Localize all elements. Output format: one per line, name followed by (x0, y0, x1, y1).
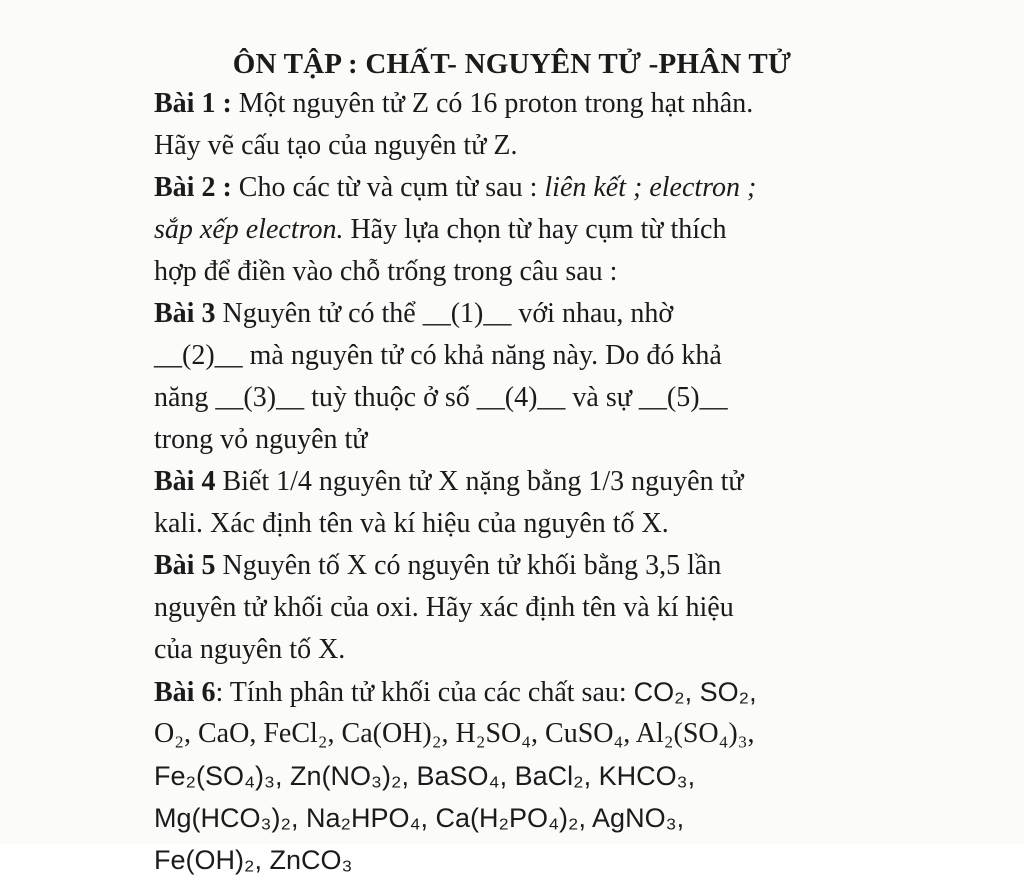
formula: CaO (197, 718, 250, 749)
formula: Mg(HCO₃)₂ (154, 803, 291, 833)
formula: Zn(NO₃)₂ (290, 761, 402, 791)
exercise-6-line-4: Mg(HCO₃)₂, Na₂HPO₄, Ca(H₂PO₄)₂, AgNO₃, (154, 803, 685, 833)
exercise-6-line-1: Bài 6: Tính phân tử khối của các chất sau: CO₂, SO₂, (154, 677, 757, 708)
formula: KHCO₃ (598, 761, 688, 791)
exercise-6-intro: : Tính phân tử khối của các chất sau: (215, 677, 634, 708)
exercise-5-line-1 (154, 545, 894, 587)
exercise-3-line-3: năng __(3)__ tuỳ thuộc ở số __(4)__ và sự __(5)__ (154, 382, 728, 413)
exercise-4-text-1: Biết 1/4 nguyên tử X nặng bằng 1/3 nguyên tử (215, 466, 744, 497)
exercise-6-line-2: O₂, CaO, FeCl₂, Ca(OH)₂, H₂SO₄, CuSO₄, Al₂(SO₄)₃, (154, 718, 755, 749)
exercise-5-line-2: nguyên tử khối của oxi. Hãy xác định tên và kí hiệu (154, 592, 734, 623)
formula: Ca(H₂PO₄)₂ (435, 803, 579, 833)
worksheet-content (154, 83, 894, 881)
formula: O₂ (154, 718, 184, 749)
formula: Al₂(SO₄)₃ (635, 718, 748, 749)
exercise-4-line-1 (154, 461, 894, 503)
exercise-3-line-1 (154, 293, 894, 335)
formula: BaCl₂ (514, 761, 584, 791)
exercise-4-label: Bài 4 (154, 466, 216, 497)
exercise-6-line-3: Fe₂(SO₄)₃, Zn(NO₃)₂, BaSO₄, BaCl₂, KHCO₃, (154, 761, 696, 791)
exercise-2-text-1: Cho các từ và cụm từ sau : (231, 172, 545, 203)
exercise-6-label: Bài 6 (154, 677, 216, 708)
formula: Ca(OH)₂ (341, 718, 442, 749)
formula: BaSO₄ (416, 761, 500, 791)
formula: CO₂ (633, 677, 685, 707)
exercise-5-label: Bài 5 (154, 550, 216, 581)
exercise-3-line-4: trong vỏ nguyên tử (154, 424, 368, 455)
exercise-1-line-2: Hãy vẽ cấu tạo của nguyên tử Z. (154, 130, 518, 161)
exercise-2-label: Bài 2 : (154, 172, 232, 203)
exercise-3-line-2: __(2)__ mà nguyên tử có khả năng này. Do đó khả (154, 340, 722, 371)
formula: SO₂ (699, 677, 750, 707)
formula: Fe₂(SO₄)₃ (154, 761, 275, 791)
formula: FeCl₂ (263, 718, 328, 749)
formula: AgNO₃ (592, 803, 677, 833)
exercise-1-label: Bài 1 : (154, 88, 232, 119)
exercise-3-label: Bài 3 (154, 298, 216, 329)
exercise-6-line-5: Fe(OH)₂, ZnCO₃ (154, 845, 353, 875)
exercise-2-line-2 (154, 209, 894, 251)
exercise-1-line-1 (154, 83, 894, 125)
formula: CuSO₄ (545, 718, 624, 749)
exercise-2-word-list-1: liên kết ; electron ; (544, 172, 757, 203)
exercise-2-word-list-2: sắp xếp electron. (154, 214, 344, 245)
exercise-2-line-3: hợp để điền vào chỗ trống trong câu sau : (154, 256, 618, 287)
formula: Na₂HPO₄ (305, 803, 421, 833)
exercise-4-line-2: kali. Xác định tên và kí hiệu của nguyên tố X. (154, 508, 669, 539)
formula: H₂SO₄ (455, 718, 532, 749)
worksheet-title: ÔN TẬP : CHẤT- NGUYÊN TỬ -PHÂN TỬ (232, 48, 792, 80)
exercise-2-text-2: Hãy lựa chọn từ hay cụm từ thích (343, 214, 727, 245)
exercise-1-text-1: Một nguyên tử Z có 16 proton trong hạt nhân. (231, 88, 754, 119)
exercise-2-line-1 (154, 167, 894, 209)
exercise-5-line-3: của nguyên tố X. (154, 634, 346, 665)
exercise-5-text-1: Nguyên tố X có nguyên tử khối bằng 3,5 lần (215, 550, 722, 581)
formula: Fe(OH)₂ (154, 845, 255, 875)
formula: ZnCO₃ (269, 845, 353, 875)
exercise-3-text-1: Nguyên tử có thể __(1)__ với nhau, nhờ (215, 298, 674, 329)
